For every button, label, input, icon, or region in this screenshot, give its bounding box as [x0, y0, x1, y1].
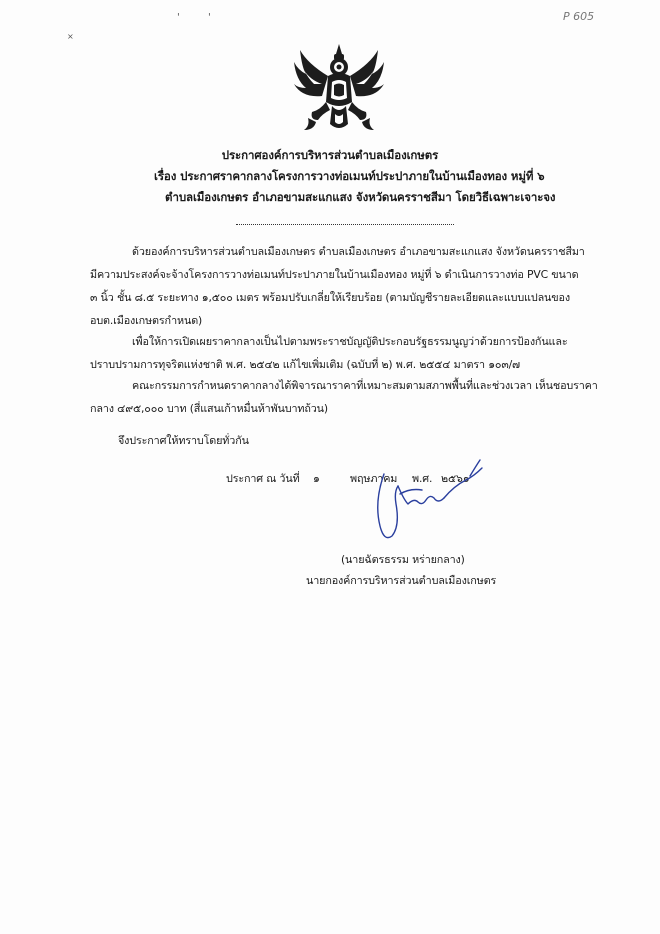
stray-mark: ': [177, 12, 180, 23]
body-line: มีความประสงค์จะจ้างโครงการวางท่อเมนท์ประปาภายในบ้านเมืองทอง หมู่ที่ ๖ ดำเนินการวางท่อ PVC ขนาด: [90, 268, 579, 281]
date-year-prefix: พ.ศ.: [412, 472, 433, 485]
body-line: คณะกรรมการกำหนดราคากลางได้พิจารณาราคาที่เหมาะสมตามสภาพพื้นที่และช่วงเวลา เห็นชอบราคา: [132, 379, 598, 392]
body-line: ปราบปรามการทุจริตแห่งชาติ พ.ศ. ๒๕๔๒ แก้ไขเพิ่มเติม (ฉบับที่ ๒) พ.ศ. ๒๕๕๔ มาตรา ๑๐๓/๗: [90, 358, 521, 371]
date-day: ๑: [313, 472, 320, 485]
date-prefix: ประกาศ ณ วันที่: [226, 472, 300, 485]
body-line: เพื่อให้การเปิดเผยราคากลางเป็นไปตามพระราชบัญญัติประกอบรัฐธรรมนูญว่าด้วยการป้องกันและ: [132, 335, 568, 348]
date-year: ๒๕๖๑: [441, 472, 470, 485]
garuda-emblem-icon: [292, 40, 386, 136]
body-line: อบต.เมืองเกษตรกำหนด): [90, 314, 203, 327]
body-line: กลาง ๔๙๕,๐๐๐ บาท (สี่แสนเก้าหมื่นห้าพันบาทถ้วน): [90, 402, 328, 415]
stray-mark: ': [208, 12, 211, 23]
date-month: พฤษภาคม: [350, 472, 398, 485]
closing-line: จึงประกาศให้ทราบโดยทั่วกัน: [118, 434, 249, 447]
announcement-title: ประกาศองค์การบริหารส่วนตำบลเมืองเกษตร: [221, 148, 439, 162]
corner-handwritten-mark: P 605: [563, 10, 595, 23]
header-divider: [236, 224, 454, 225]
stray-mark: ×: [67, 32, 74, 41]
body-line: ๓ นิ้ว ชั้น ๘.๕ ระยะทาง ๑,๕๐๐ เมตร พร้อมปรับเกลี่ยให้เรียบร้อย (ตามบัญชีรายละเอียดและแบบแปลนของ: [90, 291, 570, 304]
signatory-position: นายกองค์การบริหารส่วนตำบลเมืองเกษตร: [306, 574, 497, 587]
announcement-subject: เรื่อง ประกาศราคากลางโครงการวางท่อเมนท์ประปาภายในบ้านเมืองทอง หมู่ที่ ๖: [154, 169, 545, 183]
body-line: ด้วยองค์การบริหารส่วนตำบลเมืองเกษตร ตำบลเมืองเกษตร อำเภอขามสะแกแสง จังหวัดนครราชสีมา: [132, 245, 585, 258]
handwritten-signature: [370, 452, 500, 552]
signatory-name: (นายฉัตรธรรม หร่ายกลาง): [341, 553, 465, 566]
announcement-location: ตำบลเมืองเกษตร อำเภอขามสะแกแสง จังหวัดนครราชสีมา โดยวิธีเฉพาะเจาะจง: [165, 190, 556, 204]
